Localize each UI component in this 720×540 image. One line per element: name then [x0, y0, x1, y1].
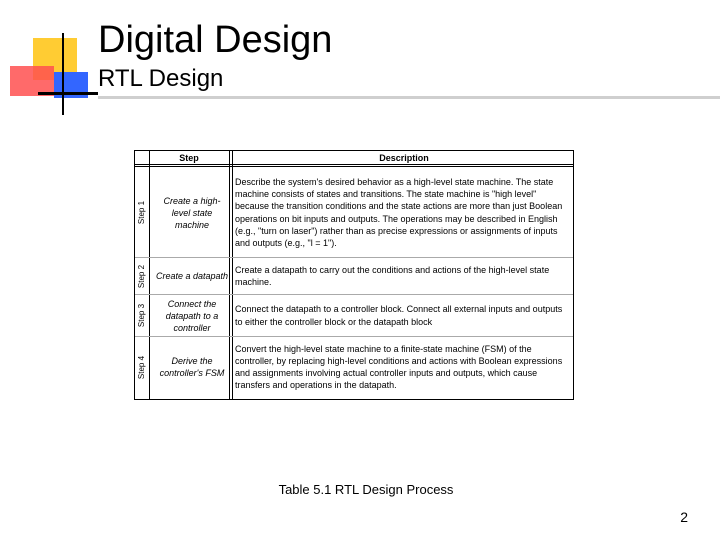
- column-divider: [149, 151, 150, 399]
- step-action: Connect the datapath to a controller: [165, 298, 219, 333]
- header-divider: [135, 164, 573, 167]
- slide-subtitle: RTL Design: [98, 65, 224, 92]
- step-description: Describe the system's desired behavior as a high-level state machine. The state machine consists of states and transitions. The state machine is "high level" because the transition conditions and the state actions are more than just Boolean operations on bit inputs and outputs. The operations may be described in English (e.g., "turn on laser") rather than as precise expressions or assignments of inputs and outputs (e.g., "l = 1").: [235, 176, 563, 248]
- step-label: Step 1: [137, 200, 147, 225]
- decoration-vertical-line: [62, 33, 64, 115]
- decoration-horizontal-line: [38, 92, 98, 95]
- step-description: Create a datapath to carry out the conditions and actions of the high-level state machine.: [235, 264, 550, 287]
- header-step: Step: [179, 153, 199, 163]
- step-label: Step 2: [137, 264, 147, 288]
- page-number: 2: [680, 509, 688, 525]
- step-description: Convert the high-level state machine to a finite-state machine (FSM) of the controller, by replacing high-level conditions and actions with Boolean expressions and assignments involving actual controller inputs and outputs, which cause transfers and operations in the datapath.: [235, 343, 563, 391]
- step-action: Derive the controller's FSM: [159, 356, 225, 378]
- column-divider-double: [229, 151, 233, 399]
- step-label: Step 4: [137, 355, 147, 379]
- slide-title: Digital Design: [98, 19, 333, 61]
- table-caption: Table 5.1 RTL Design Process: [278, 482, 454, 497]
- step-action: Create a high-level state machine: [163, 195, 221, 230]
- step-action: Create a datapath: [155, 271, 229, 281]
- title-rule: [98, 96, 720, 99]
- step-label: Step 3: [137, 303, 147, 328]
- step-description: Connect the datapath to a controller block. Connect all external inputs and outputs to either the controller block or the datapath block: [235, 304, 563, 327]
- header-description: Description: [379, 153, 429, 163]
- rtl-process-table: [134, 150, 574, 400]
- slide-decoration: [0, 0, 100, 120]
